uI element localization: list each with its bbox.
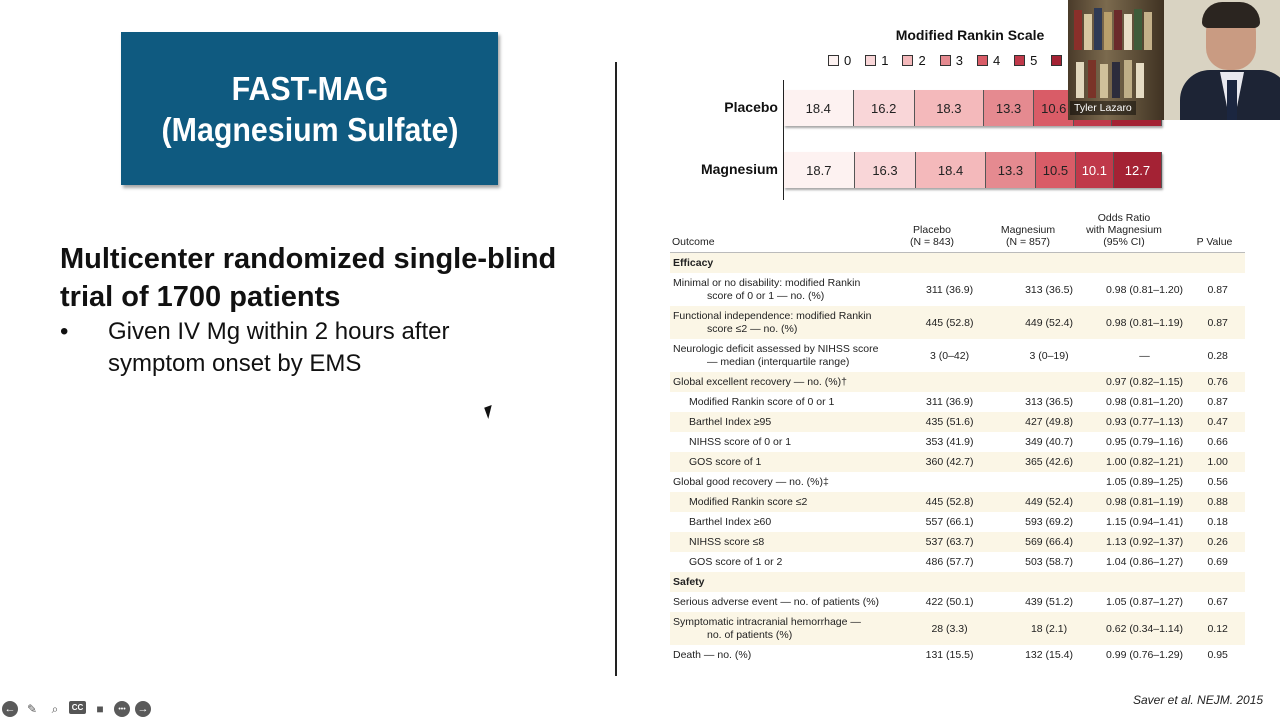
table-row <box>670 592 1245 612</box>
outcome-label: Barthel Index ≥95 <box>689 415 772 428</box>
outcomes-table <box>670 206 1245 665</box>
cell-p: 0.87 <box>1207 396 1228 408</box>
cell-p: 0.26 <box>1207 536 1228 548</box>
legend-swatch <box>1051 55 1062 66</box>
outcome-label: Functional independence: modified Rankin <box>673 309 872 322</box>
bar-segment: 18.7 <box>784 152 855 188</box>
zoom-icon[interactable]: ⌕ <box>51 701 59 716</box>
cell-outcome <box>670 343 900 369</box>
cell-p: 0.76 <box>1207 376 1228 388</box>
table-row <box>670 392 1245 412</box>
cell-odds: 1.05 (0.89–1.25) <box>1106 476 1184 488</box>
legend-item <box>828 53 851 68</box>
cell-p: 0.66 <box>1207 436 1228 448</box>
cell-placebo: 28 (3.3) <box>931 622 968 635</box>
legend-label: 0 <box>844 53 852 68</box>
cell-p: 0.67 <box>1207 596 1228 608</box>
outcome-label: Global good recovery — no. (%)‡ <box>673 475 829 488</box>
table-section-row <box>670 572 1245 592</box>
cell-outcome <box>670 257 901 270</box>
cell-p: 0.47 <box>1207 416 1228 428</box>
chart-title: Modified Rankin Scale <box>895 27 1045 43</box>
cell-p: 0.88 <box>1207 496 1228 508</box>
cell-magnesium: 132 (15.4) <box>1025 649 1073 661</box>
cell-outcome <box>670 496 900 509</box>
cell-outcome <box>670 556 900 569</box>
cell-outcome <box>670 516 900 529</box>
cell-odds: 0.93 (0.77–1.13) <box>1106 416 1184 428</box>
table-row <box>670 432 1245 452</box>
table-row <box>670 472 1245 492</box>
cell-outcome <box>670 576 901 589</box>
outcome-label: Neurologic deficit assessed by NIHSS score <box>673 342 879 355</box>
cell-outcome <box>670 536 900 549</box>
legend-swatch <box>828 55 839 66</box>
cell-p: 0.95 <box>1207 649 1228 661</box>
cell-magnesium: 313 (36.5) <box>1025 283 1073 296</box>
cell-odds: 0.98 (0.81–1.20) <box>1106 283 1184 296</box>
table-row <box>670 306 1245 339</box>
outcome-label: NIHSS score ≤8 <box>689 535 765 548</box>
legend-item <box>865 53 888 68</box>
outcome-label: NIHSS score of 0 or 1 <box>689 435 792 448</box>
table-row <box>670 372 1245 392</box>
table-body <box>670 253 1245 665</box>
previous-slide-icon[interactable]: ← <box>2 701 18 717</box>
bullet-mark: • <box>60 318 69 345</box>
cell-placebo: 422 (50.1) <box>925 596 974 608</box>
cell-p: 0.69 <box>1207 556 1228 568</box>
outcome-label: Symptomatic intracranial hemorrhage — <box>673 615 861 628</box>
chart-legend <box>828 53 1075 68</box>
legend-item <box>1014 53 1037 68</box>
cell-odds: 0.62 (0.34–1.14) <box>1106 622 1184 635</box>
cell-magnesium: 3 (0–19) <box>1029 349 1069 362</box>
next-slide-icon[interactable]: → <box>135 701 151 717</box>
table-row <box>670 273 1245 306</box>
legend-label: 3 <box>955 53 963 68</box>
legend-item <box>940 53 963 68</box>
cell-outcome <box>670 456 900 469</box>
citation: Saver et al. NEJM. 2015 <box>1133 693 1264 707</box>
header-magnesium: Magnesium (N = 857) <box>1000 224 1056 248</box>
cell-magnesium: 449 (52.4) <box>1025 496 1073 508</box>
outcome-label: Safety <box>673 575 705 588</box>
cell-outcome <box>670 310 900 336</box>
cell-odds: 0.97 (0.82–1.15) <box>1106 376 1184 388</box>
person-hair <box>1202 2 1260 28</box>
cell-p: 0.87 <box>1207 316 1228 329</box>
table-row <box>670 452 1245 472</box>
captions-icon[interactable]: CC <box>69 701 86 714</box>
cell-p: 0.18 <box>1207 516 1228 528</box>
cell-placebo: 537 (63.7) <box>925 536 974 548</box>
cell-placebo: 311 (36.9) <box>926 396 974 408</box>
cell-placebo: 3 (0–42) <box>930 349 970 362</box>
cell-placebo: 311 (36.9) <box>926 283 974 296</box>
participant-name: Tyler Lazaro <box>1070 101 1136 115</box>
tie <box>1227 80 1237 120</box>
title-box <box>121 32 498 185</box>
cell-p: 0.12 <box>1207 622 1228 635</box>
outcome-label: Modified Rankin score of 0 or 1 <box>689 395 835 408</box>
cell-odds: 0.95 (0.79–1.16) <box>1106 436 1184 448</box>
header-placebo: Placebo (N = 843) <box>909 224 955 248</box>
cell-outcome <box>670 416 900 429</box>
legend-label: 2 <box>918 53 926 68</box>
outcome-label: Serious adverse event — no. of patients (%) <box>673 595 880 608</box>
header-outcome: Outcome <box>672 236 715 248</box>
outcome-label: Death — no. (%) <box>673 648 752 661</box>
outcome-label-continued: no. of patients (%) <box>707 628 793 641</box>
cell-outcome <box>670 396 900 409</box>
cell-magnesium: 569 (66.4) <box>1025 536 1073 548</box>
legend-label: 5 <box>1030 53 1038 68</box>
cell-magnesium: 593 (69.2) <box>1025 516 1073 528</box>
legend-item <box>977 53 1000 68</box>
legend-item <box>902 53 925 68</box>
cell-placebo: 486 (57.7) <box>925 556 974 568</box>
table-row <box>670 612 1245 645</box>
legend-swatch <box>1014 55 1025 66</box>
table-row <box>670 552 1245 572</box>
outcome-label: Minimal or no disability: modified Rankin <box>673 276 861 289</box>
cell-magnesium: 313 (36.5) <box>1025 396 1073 408</box>
bullet-item <box>60 316 580 380</box>
category-label-placebo: Placebo <box>724 99 778 115</box>
cell-placebo: 360 (42.7) <box>925 456 974 468</box>
bar-segment: 10.5 <box>1036 152 1076 188</box>
legend-label: 4 <box>992 53 1001 68</box>
outcome-label: Efficacy <box>673 256 714 269</box>
category-label-magnesium: Magnesium <box>700 161 778 177</box>
bar-segment: 18.4 <box>916 152 986 188</box>
legend-swatch <box>940 55 951 66</box>
cell-odds: 1.05 (0.87–1.27) <box>1106 596 1184 608</box>
mouse-cursor-icon <box>484 405 496 419</box>
cell-odds: 1.00 (0.82–1.21) <box>1106 456 1184 468</box>
cell-outcome <box>670 436 900 449</box>
table-section-row <box>670 253 1245 273</box>
outcome-label: GOS score of 1 or 2 <box>689 555 783 568</box>
cell-magnesium: 365 (42.6) <box>1025 456 1073 468</box>
webcam-video[interactable] <box>1068 0 1280 120</box>
header-p-value: P Value <box>1196 236 1233 248</box>
cell-magnesium: 349 (40.7) <box>1025 436 1073 448</box>
cell-p: 0.28 <box>1207 349 1228 362</box>
table-header <box>670 206 1245 253</box>
cell-magnesium: 439 (51.2) <box>1025 596 1073 608</box>
cell-magnesium: 427 (49.8) <box>1025 416 1073 428</box>
outcome-label-continued: score ≤2 — no. (%) <box>707 322 798 335</box>
table-row <box>670 532 1245 552</box>
more-options-icon[interactable]: ••• <box>114 701 130 717</box>
cell-placebo: 435 (51.6) <box>925 416 974 428</box>
outcome-label: Global excellent recovery — no. (%)† <box>673 375 847 388</box>
cell-odds: 0.98 (0.81–1.19) <box>1106 316 1184 329</box>
cell-odds: 1.04 (0.86–1.27) <box>1106 556 1184 568</box>
cell-p: 0.87 <box>1207 283 1228 296</box>
cell-odds: 1.13 (0.92–1.37) <box>1106 536 1184 548</box>
bar-segment: 13.3 <box>986 152 1036 188</box>
cell-placebo: 445 (52.8) <box>925 316 974 329</box>
outcome-label: Modified Rankin score ≤2 <box>689 495 808 508</box>
cell-magnesium: 449 (52.4) <box>1025 316 1073 329</box>
cell-magnesium: 503 (58.7) <box>1025 556 1073 568</box>
outcome-label: GOS score of 1 <box>689 455 762 468</box>
cell-odds: 0.99 (0.76–1.29) <box>1106 649 1184 661</box>
cell-p: 1.00 <box>1207 456 1228 468</box>
table-row <box>670 412 1245 432</box>
cell-placebo: 557 (66.1) <box>925 516 974 528</box>
bar-segment: 13.3 <box>984 90 1034 126</box>
slide-heading: Multicenter randomized single-blind trial of 1700 patients <box>60 243 557 313</box>
outcome-label: Barthel Index ≥60 <box>689 515 772 528</box>
legend-swatch <box>977 55 988 66</box>
divider-line <box>615 62 617 676</box>
cell-odds: — <box>1139 349 1150 362</box>
legend-label: 1 <box>881 53 889 68</box>
table-row <box>670 645 1245 665</box>
cell-magnesium: 18 (2.1) <box>1030 622 1068 635</box>
bullet-text: Given IV Mg within 2 hours after symptom onset by EMS <box>108 318 450 377</box>
legend-swatch <box>865 55 876 66</box>
cell-outcome <box>670 616 900 642</box>
cell-outcome <box>670 376 900 389</box>
cell-odds: 0.98 (0.81–1.20) <box>1106 396 1184 408</box>
header-odds-ratio: Odds Ratio with Magnesium (95% CI) <box>1086 212 1162 248</box>
cell-outcome <box>670 476 900 489</box>
presentation-toolbar <box>2 701 151 717</box>
bar-magnesium <box>784 152 1162 188</box>
cell-placebo: 353 (41.9) <box>925 436 974 448</box>
cell-outcome <box>670 649 900 662</box>
bar-segment: 10.1 <box>1076 152 1114 188</box>
slide-title: FAST-MAG (Magnesium Sulfate) <box>161 69 458 148</box>
cell-placebo: 131 (15.5) <box>925 649 974 661</box>
bar-segment: 16.3 <box>855 152 917 188</box>
legend-swatch <box>902 55 913 66</box>
cell-odds: 1.15 (0.94–1.41) <box>1106 516 1184 528</box>
cell-outcome <box>670 596 900 609</box>
cell-odds: 0.98 (0.81–1.19) <box>1106 496 1184 508</box>
bar-segment: 18.3 <box>915 90 984 126</box>
bar-segment: 10.6 <box>1034 90 1074 126</box>
cell-placebo: 445 (52.8) <box>925 496 974 508</box>
cell-p: 0.56 <box>1207 476 1228 488</box>
cell-outcome <box>670 277 900 303</box>
outcome-label-continued: — median (interquartile range) <box>707 355 850 368</box>
pen-icon[interactable]: ✎ <box>26 702 38 716</box>
bar-segment: 12.7 <box>1114 152 1162 188</box>
bar-segment: 18.4 <box>784 90 854 126</box>
table-row <box>670 492 1245 512</box>
outcome-label-continued: score of 0 or 1 — no. (%) <box>707 289 825 302</box>
table-row <box>670 339 1245 372</box>
table-row <box>670 512 1245 532</box>
bar-segment: 16.2 <box>854 90 915 126</box>
video-icon[interactable]: ■ <box>96 702 104 716</box>
